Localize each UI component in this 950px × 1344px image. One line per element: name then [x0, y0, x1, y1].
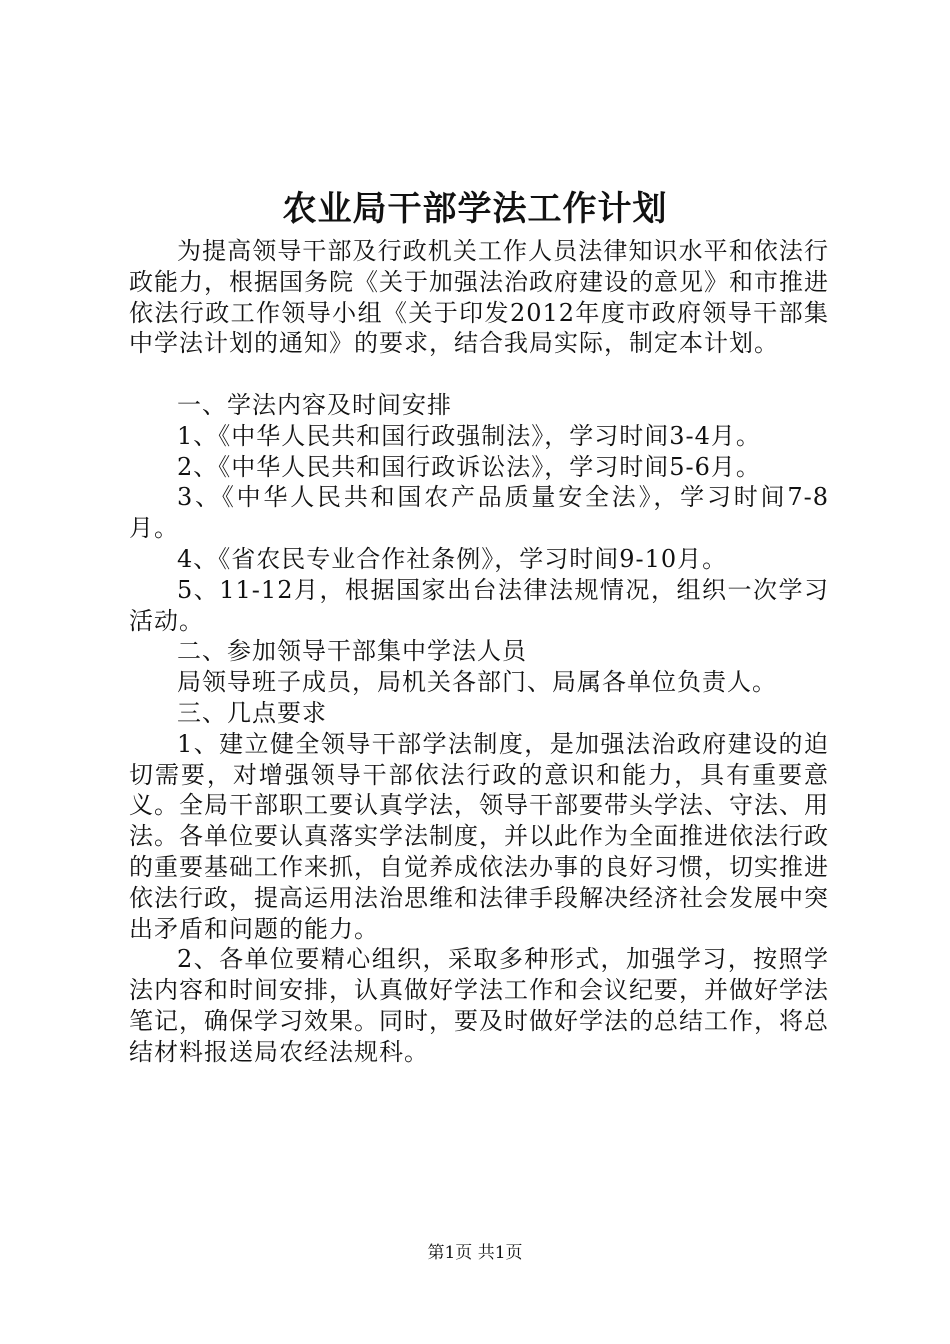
section3-item: 2、各单位要精心组织，采取多种形式，加强学习，按照学法内容和时间安排，认真做好学法工作和会议纪要，并做好学法笔记，确保学习效果。同时，要及时做好学法的总结工作，将总结材料报送局农经法规科。 — [129, 945, 829, 1066]
intro-paragraph: 为提高领导干部及行政机关工作人员法律知识水平和依法行政能力，根据国务院《关于加强法治政府建设的意见》和市推进依法行政工作领导小组《关于印发2012年度市政府领导干部集中学法计划的通知》的要求，结合我局实际，制定本计划。 — [129, 237, 829, 358]
section1-item: 4、《省农民专业合作社条例》，学习时间9-10月。 — [177, 544, 728, 573]
document-title: 农业局干部学法工作计划 — [282, 189, 668, 229]
section1-item: 1、《中华人民共和国行政强制法》，学习时间3-4月。 — [177, 421, 761, 450]
section3-heading: 三、几点要求 — [177, 698, 327, 727]
page-footer: 第1页 共1页 — [427, 1243, 523, 1263]
section1-item: 5、11-12月，根据国家出台法律法规情况，组织一次学习活动。 — [129, 575, 829, 635]
document-body — [129, 236, 829, 1068]
section3-item: 1、建立健全领导干部学法制度，是加强法治政府建设的迫切需要，对增强领导干部依法行政的意识和能力，具有重要意义。全局干部职工要认真学法，领导干部要带头学法、守法、用法。各单位要认真落实学法制度，并以此作为全面推进依法行政的重要基础工作来抓，自觉养成依法办事的良好习惯，切实推进依法行政，提高运用法治思维和法律手段解决经济社会发展中突出矛盾和问题的能力。 — [129, 729, 829, 943]
section2-heading: 二、参加领导干部集中学法人员 — [177, 637, 527, 666]
section1-item: 2、《中华人民共和国行政诉讼法》，学习时间5-6月。 — [177, 452, 761, 481]
paragraph-spacer — [129, 359, 829, 390]
section1-heading: 一、学法内容及时间安排 — [177, 390, 452, 419]
section2-text: 局领导班子成员，局机关各部门、局属各单位负责人。 — [177, 668, 777, 697]
section1-item: 3、《中华人民共和国农产品质量安全法》，学习时间7-8月。 — [129, 483, 829, 543]
